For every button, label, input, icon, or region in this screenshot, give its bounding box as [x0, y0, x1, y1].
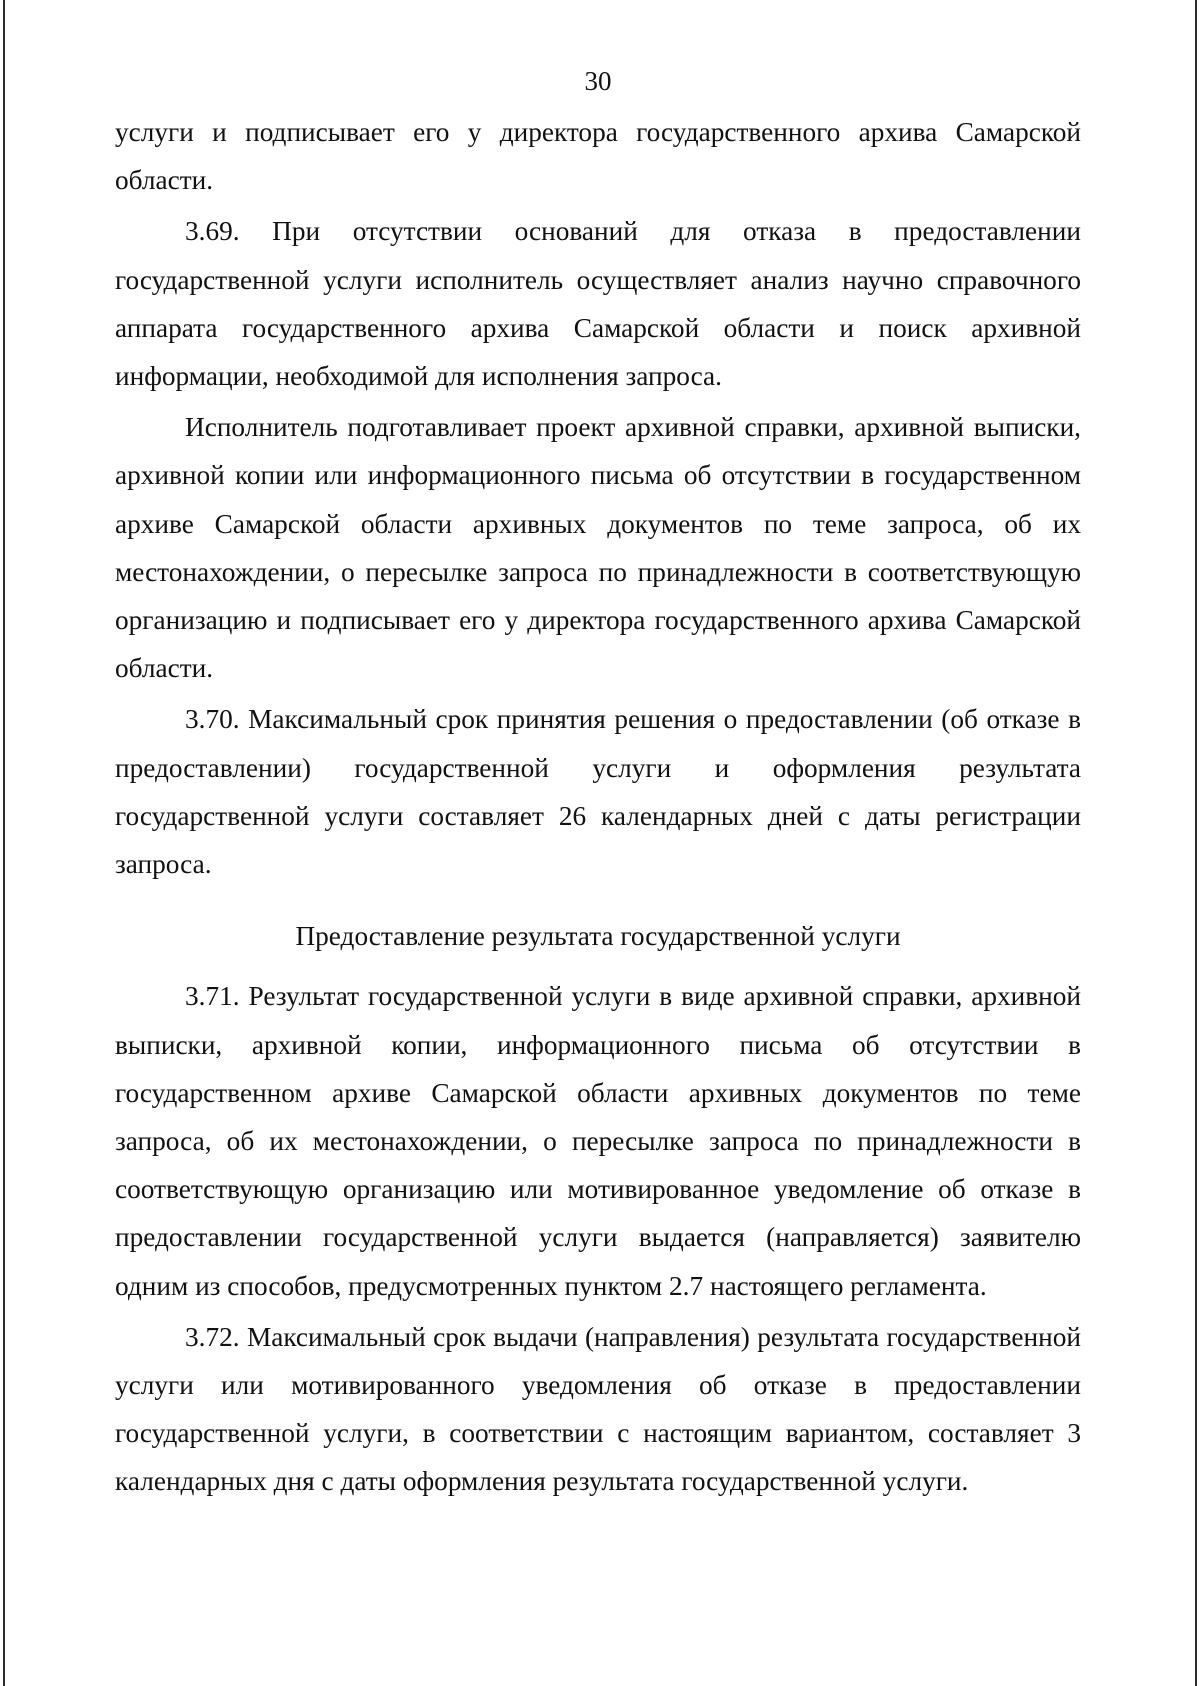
scan-edge-left — [3, 0, 5, 1686]
paragraph-3-70: 3.70. Максимальный срок принятия решения о предоставлении (об отказе в предоставлении) государственной услуги и оформления результата государственной услуги составляет 26 календарных дней с даты регистрации запроса. — [115, 704, 1081, 880]
section-heading: Предоставление результата государственной услуги — [295, 921, 901, 952]
paragraph-3-71: 3.71. Результат государственной услуги в виде архивной справки, архивной выписки, архивной копии, информационного письма об отсутствии в государственном архиве Самарской области архивных документов по теме запроса, об их местонахождении, о пересылке запроса по принадлежности в соответствующую организацию или мотивированное уведомление об отказе в предоставлении государственной услуги выдается (направляется) заявителю одним из способов, предусмотренных пунктом 2.7 настоящего регламента. — [115, 981, 1081, 1301]
paragraph-3-69: 3.69. При отсутствии оснований для отказа в предоставлении государственной услуги исполнитель осуществляет анализ научно справочного аппарата государственного архива Самарской области и поиск архивной информации, необходимой для исполнения запроса. — [115, 216, 1081, 392]
document-body — [115, 108, 1081, 1506]
scan-edge-right — [1195, 0, 1197, 1686]
paragraph-continuation: услуги и подписывает его у директора государственного архива Самарской области. — [115, 117, 1081, 196]
paragraph-executor: Исполнитель подготавливает проект архивной справки, архивной выписки, архивной копии или информационного письма об отсутствии в государственном архиве Самарской области архивных документов по теме запроса, об их местонахождении, о пересылке запроса по принадлежности в соответствующую организацию и подписывает его у директора государственного архива Самарской области. — [115, 412, 1081, 684]
paragraph-3-72: 3.72. Максимальный срок выдачи (направления) результата государственной услуги или мотивированного уведомления об отказе в предоставлении государственной услуги, в соответствии с настоящим вариантом, составляет 3 календарных дня с даты оформления результата государственной услуги. — [115, 1321, 1081, 1497]
page-number: 30 — [584, 66, 612, 96]
